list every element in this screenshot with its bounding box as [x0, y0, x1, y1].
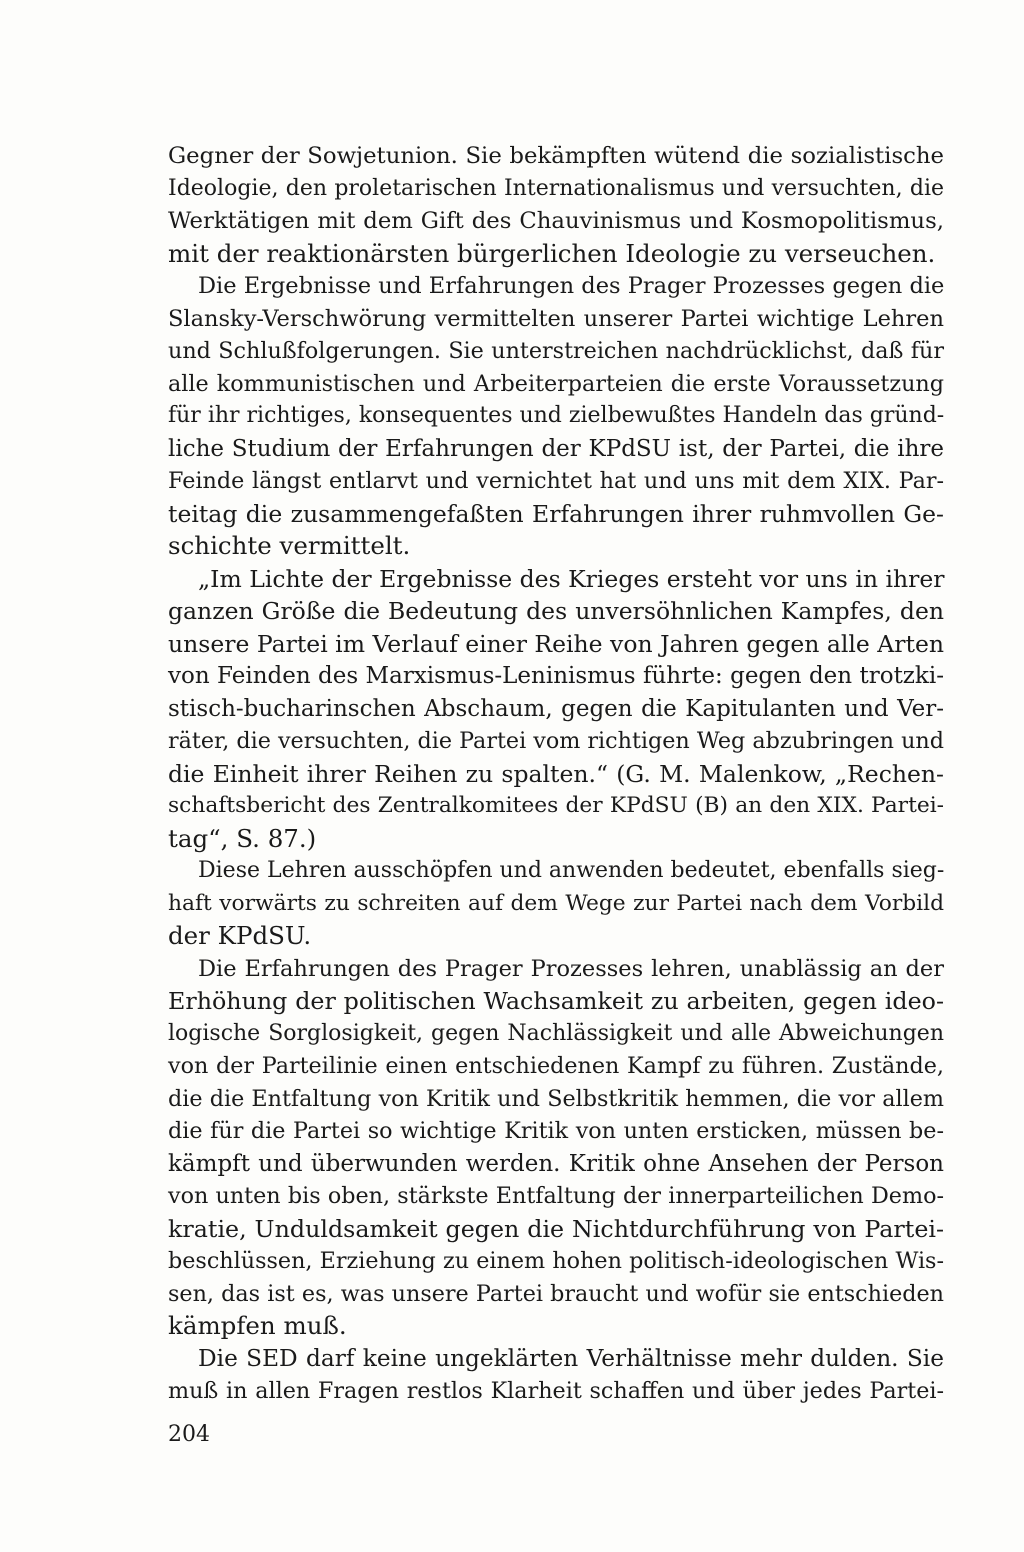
- text-line: sen, das ist es, was unsere Partei braucht und wofür sie entschieden: [168, 1280, 944, 1307]
- text-line: und Schlußfolgerungen. Sie unterstreichen nachdrücklichst, daß für: [168, 338, 944, 364]
- text-line: Erhöhung der politischen Wachsamkeit zu arbeiten, gegen ideo-: [168, 987, 944, 1015]
- text-line: Gegner der Sowjetunion. Sie bekämpften wütend die sozialistische: [168, 143, 944, 169]
- text-line: logische Sorglosigkeit, gegen Nachlässigkeit und alle Abweichungen: [168, 1020, 944, 1046]
- text-line: für ihr richtiges, konsequentes und zielbewußtes Handeln das gründ-: [168, 403, 945, 428]
- text-line: unsere Partei im Verlauf einer Reihe von Jahren gegen alle Arten: [168, 629, 944, 658]
- text-line: stisch-bucharinschen Abschaum, gegen die Kapitulanten und Ver-: [168, 695, 944, 722]
- text-line: Die Ergebnisse und Erfahrungen des Prager Prozesses gegen die: [198, 273, 945, 299]
- text-line: schaftsbericht des Zentralkomitees der KPdSU (B) an den XIX. Partei-: [168, 793, 944, 818]
- text-line: die Einheit ihrer Reihen zu spalten.“ (G. M. Malenkow, „Rechen-: [168, 759, 944, 788]
- body-text: [168, 140, 944, 1408]
- text-line: tag“, S. 87.): [168, 823, 317, 853]
- text-line: kratie, Unduldsamkeit gegen die Nichtdurchführung von Partei-: [168, 1214, 944, 1243]
- text-line: ganzen Größe die Bedeutung des unversöhnlichen Kampfes, den: [168, 597, 944, 625]
- text-line: die die Entfaltung von Kritik und Selbstkritik hemmen, die vor allem: [168, 1085, 944, 1112]
- text-line: Ideologie, den proletarischen Internationalismus und versuchten, die: [168, 175, 944, 201]
- text-line: muß in allen Fragen restlos Klarheit schaffen und über jedes Partei-: [168, 1378, 944, 1404]
- text-line: von Feinden des Marxismus-Leninismus führte: gegen den trotzki-: [168, 663, 944, 689]
- page-number: 204: [168, 1422, 210, 1447]
- text-line: räter, die versuchten, die Partei vom richtigen Weg abzubringen und: [168, 728, 944, 754]
- text-line: Werktätigen mit dem Gift des Chauvinismus und Kosmopolitismus,: [168, 208, 944, 234]
- text-line: Feinde längst entlarvt und vernichtet hat und uns mit dem XIX. Par-: [168, 468, 944, 494]
- text-line: „Im Lichte der Ergebnisse des Krieges ersteht vor uns in ihrer: [198, 564, 945, 593]
- text-line: kämpfen muß.: [168, 1311, 347, 1340]
- text-line: alle kommunistischen und Arbeiterparteien die erste Voraussetzung: [168, 370, 944, 397]
- text-line: liche Studium der Erfahrungen der KPdSU ist, der Partei, die ihre: [168, 435, 944, 462]
- text-line: Slansky-Verschwörung vermittelten unserer Partei wichtige Lehren: [168, 305, 944, 332]
- text-line: beschlüssen, Erziehung zu einem hohen politisch-ideologischen Wis-: [168, 1248, 944, 1274]
- text-line: teitag die zusammengefaßten Erfahrungen ihrer ruhmvollen Ge-: [168, 499, 944, 528]
- text-line: Die Erfahrungen des Prager Prozesses lehren, unablässig an der: [198, 955, 944, 982]
- text-line: von der Parteilinie einen entschiedenen Kampf zu führen. Zustände,: [168, 1053, 944, 1079]
- text-line: der KPdSU.: [168, 921, 312, 950]
- text-line: die für die Partei so wichtige Kritik von unten ersticken, müssen be-: [168, 1118, 944, 1144]
- text-line: schichte vermittelt.: [168, 531, 411, 560]
- text-line: mit der reaktionärsten bürgerlichen Ideologie zu verseuchen.: [168, 238, 936, 268]
- text-line: Die SED darf keine ungeklärten Verhältnisse mehr dulden. Sie: [198, 1344, 944, 1372]
- text-line: kämpft und überwunden werden. Kritik ohne Ansehen der Person: [168, 1150, 944, 1177]
- text-line: haft vorwärts zu schreiten auf dem Wege zur Partei nach dem Vorbild: [168, 890, 944, 916]
- text-line: von unten bis oben, stärkste Entfaltung der innerparteilichen Demo-: [168, 1183, 944, 1209]
- text-line: Diese Lehren ausschöpfen und anwenden bedeutet, ebenfalls sieg-: [198, 858, 945, 883]
